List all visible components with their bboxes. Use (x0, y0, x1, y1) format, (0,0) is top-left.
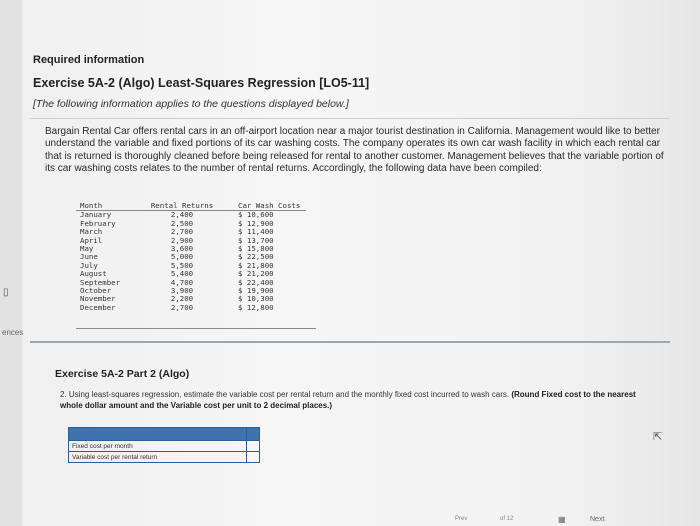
cell-car-wash-costs: $ 22,400 (238, 277, 274, 287)
cell-car-wash-costs: $ 22,500 (238, 252, 274, 262)
cell-month: August (80, 269, 107, 279)
page-indicator: of 12 (500, 516, 514, 522)
cell-month: December (80, 302, 116, 312)
cell-rental-returns: 2,700 (170, 302, 194, 312)
cell-month: March (80, 227, 103, 237)
cell-month: September (80, 277, 121, 287)
problem-description: Bargain Rental Car offers rental cars in an off-airport location near a major tourist destination in California. Management would like to better understand the variable and fixed portions of its car washing costs. The company operates its own car wash facility in which each rental car that is returned is thoroughly cleaned before being released for rental to another customer. Management believes that the variable portion of its car washing costs relates to the number of rental returns. Accordingly, the following data have been compiled: (45, 126, 664, 175)
grid-icon[interactable]: ▦ (558, 515, 566, 524)
left-sidebar-edge (0, 0, 22, 526)
cell-car-wash-costs: $ 15,800 (238, 244, 274, 254)
cell-month: May (80, 244, 94, 254)
cell-rental-returns: 5,500 (170, 260, 194, 270)
cell-rental-returns: 2,400 (170, 210, 194, 220)
cell-car-wash-costs: $ 12,900 (238, 218, 274, 228)
cell-rental-returns: 4,700 (170, 277, 194, 287)
cell-car-wash-costs: $ 13,700 (238, 235, 274, 245)
cell-rental-returns: 3,900 (170, 286, 194, 296)
cell-month: June (80, 252, 98, 262)
cell-rental-returns: 5,000 (170, 252, 194, 262)
cell-month: January (80, 210, 112, 220)
cell-car-wash-costs: $ 10,600 (238, 210, 274, 220)
next-button[interactable]: Next (590, 516, 605, 523)
table-row (76, 304, 306, 312)
table-bottom-rule (76, 328, 316, 329)
cell-rental-returns: 5,400 (170, 269, 194, 279)
cell-month: November (80, 294, 116, 304)
cell-car-wash-costs: $ 11,400 (238, 227, 274, 237)
cell-month: October (80, 286, 112, 296)
variable-cost-input[interactable] (246, 452, 259, 463)
fixed-cost-label: Fixed cost per month (69, 441, 247, 452)
cell-car-wash-costs: $ 21,800 (238, 260, 274, 270)
bookmark-icon[interactable]: ▯ (3, 287, 9, 298)
intro-note: [The following information applies to the questions displayed below.] (33, 98, 349, 110)
cell-car-wash-costs: $ 12,800 (238, 302, 274, 312)
cell-rental-returns: 2,200 (170, 294, 194, 304)
mouse-cursor-icon: ⇱ (653, 431, 663, 443)
cell-rental-returns: 2,900 (170, 235, 194, 245)
references-tab-partial[interactable]: ences (2, 328, 24, 337)
question-rounding-note: (Round Fixed cost to the nearest whole dollar amount and the Variable cost per unit to 2 decimal places.) (60, 390, 636, 410)
question-main: 2. Using least-squares regression, estimate the variable cost per rental return and the monthly fixed cost incurred to wash cars. (60, 390, 510, 399)
prev-button[interactable]: Prev (455, 516, 468, 522)
cell-rental-returns: 2,700 (170, 227, 194, 237)
question-text (60, 390, 660, 411)
answer-form (68, 427, 260, 463)
cell-rental-returns: 2,500 (170, 218, 194, 228)
cell-car-wash-costs: $ 10,300 (238, 294, 274, 304)
cell-car-wash-costs: $ 19,900 (238, 286, 274, 296)
col-header-car-wash-costs: Car Wash Costs (222, 202, 306, 211)
fixed-cost-row (69, 441, 260, 452)
exercise-title: Exercise 5A-2 (Algo) Least-Squares Regression [LO5-11] (33, 76, 370, 90)
col-header-rental-returns: Rental Returns (142, 202, 222, 211)
cell-rental-returns: 3,600 (170, 244, 194, 254)
variable-cost-row (69, 452, 260, 463)
required-information-heading: Required information (33, 54, 145, 66)
part-title: Exercise 5A-2 Part 2 (Algo) (55, 368, 190, 380)
cell-car-wash-costs: $ 21,200 (238, 269, 274, 279)
variable-cost-label: Variable cost per rental return (69, 452, 247, 463)
fixed-cost-input[interactable] (246, 441, 259, 452)
cell-month: April (80, 235, 103, 245)
rental-data-table (76, 202, 306, 312)
cell-month: February (80, 218, 116, 228)
cell-month: July (80, 260, 98, 270)
answer-header-row (69, 428, 260, 441)
col-header-month: Month (76, 202, 142, 211)
